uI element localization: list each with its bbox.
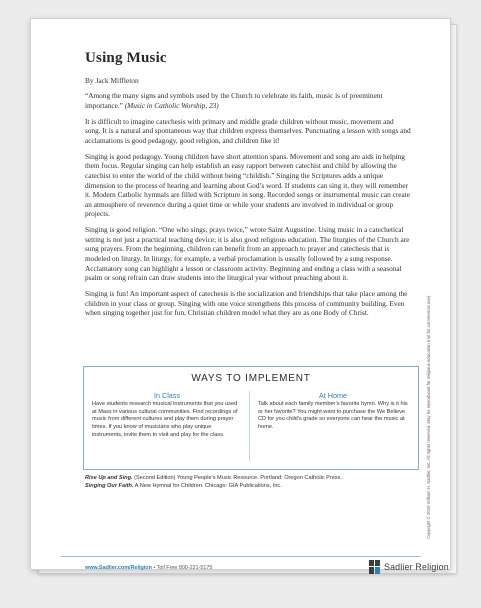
article-body bbox=[85, 91, 411, 324]
at-home-text: Talk about each family member’s favorite hymn. Why is it his or her favorite? You might want to purchase the We Believe CD for you child’s grade so everyone can hear the music at home. bbox=[258, 401, 408, 431]
page-title: Using Music bbox=[85, 50, 167, 66]
references bbox=[85, 475, 415, 490]
sadlier-mark-icon bbox=[369, 560, 381, 574]
paragraph: It is difficult to imagine catechesis with primary and middle grade children without music, movement and song. It is a natural and spontaneous way that children express themselves. Punctuating a lesson with songs and acclamations is good pedagogy, good religion, and children like it! bbox=[85, 116, 411, 145]
reference-title: Singing Our Faith. bbox=[85, 482, 134, 489]
quote-text: “Among the many signs and symbols used by the Church to celebrate its faith, music is of preeminent importance.” bbox=[85, 91, 383, 110]
sadlier-logo bbox=[369, 559, 449, 575]
phone-number: • Toll Free 800-221-5175 bbox=[151, 565, 213, 571]
paragraph: Singing is fun! An important aspect of catechesis is the socialization and friendships that take place among the children in your class or group. Singing with one voice strengthens this process of community building. Even when singing together just for fun, Christian children model what they are as one Body of Christ. bbox=[85, 289, 408, 318]
reference-item bbox=[85, 475, 415, 483]
reference-detail: A New Hymnal for Children. Chicago: GIA Publications, Inc. bbox=[133, 482, 282, 489]
opening-quote bbox=[85, 91, 411, 110]
byline: By Jack Miffleton bbox=[85, 76, 139, 85]
copyright-notice: Copyright © 2015 William H. Sadlier, Inc. All rights reserved. May be reproduced for religious education (not for commercial use). bbox=[426, 294, 431, 539]
column-divider bbox=[249, 391, 250, 461]
paragraph: Singing is good pedagogy. Young children have short attention spans. Movement and song are aids in helping them focus. Regular singing can help establish an easy rapport between catechist and child by allowing the catechist to enter the world of the child without being “childish.” Singing the Scriptures adds a unique dimension to the process of hearing and learning about God’s word. If students can sing it, they will remember it. Modern Catholic hymnals are filled with Scripture in song. Recorded songs or instrumental music can create an atmosphere of reverence during a quiet time or while your students are involved in individual or group projects. bbox=[85, 151, 411, 219]
website-link[interactable]: www.Sadlier.com/Religion bbox=[85, 565, 152, 571]
implement-title: WAYS TO IMPLEMENT bbox=[191, 373, 311, 384]
quote-reference: (Music in Catholic Worship, 23) bbox=[124, 100, 219, 110]
paragraph: Singing is good religion. “One who sings, prays twice,” wrote Saint Augustine. Using music in a catechetical setting is not just a practical teaching device; it is also good religious education. The liturgies of the Church are sung prayers. From the beginning, children can benefit from an approach to prayer and catechesis that is modeled on liturgy. In liturgy, for example, a verbal proclamation is usually followed by a sung response. Acclamatory song can highlight a lesson or classroom activity. Beginning and ending a class with a seasonal psalm or song refrain can draw students into the liturgical year without preaching about it. bbox=[85, 225, 410, 283]
ways-to-implement-box bbox=[83, 366, 419, 470]
footer-divider bbox=[61, 556, 421, 557]
in-class-text: Have students research musical instruments that you used at Mass in various cultural communities. Find recordings of music from different cultures and play them during prayer times. If you know of musicians who play unique instruments, invite them to visit and play for the class. bbox=[92, 401, 238, 438]
reference-title: Rise Up and Sing. bbox=[85, 475, 133, 481]
in-class-heading: In Class bbox=[154, 391, 180, 400]
document-page bbox=[30, 18, 451, 570]
reference-detail: (Second Edition) Young People’s Music Resource. Portland: Oregon Catholic Press. bbox=[132, 475, 343, 481]
at-home-heading: At Home bbox=[319, 391, 347, 400]
footer-contact bbox=[85, 565, 212, 571]
logo-text: Sadlier Religion bbox=[384, 562, 449, 572]
reference-item bbox=[85, 483, 415, 491]
